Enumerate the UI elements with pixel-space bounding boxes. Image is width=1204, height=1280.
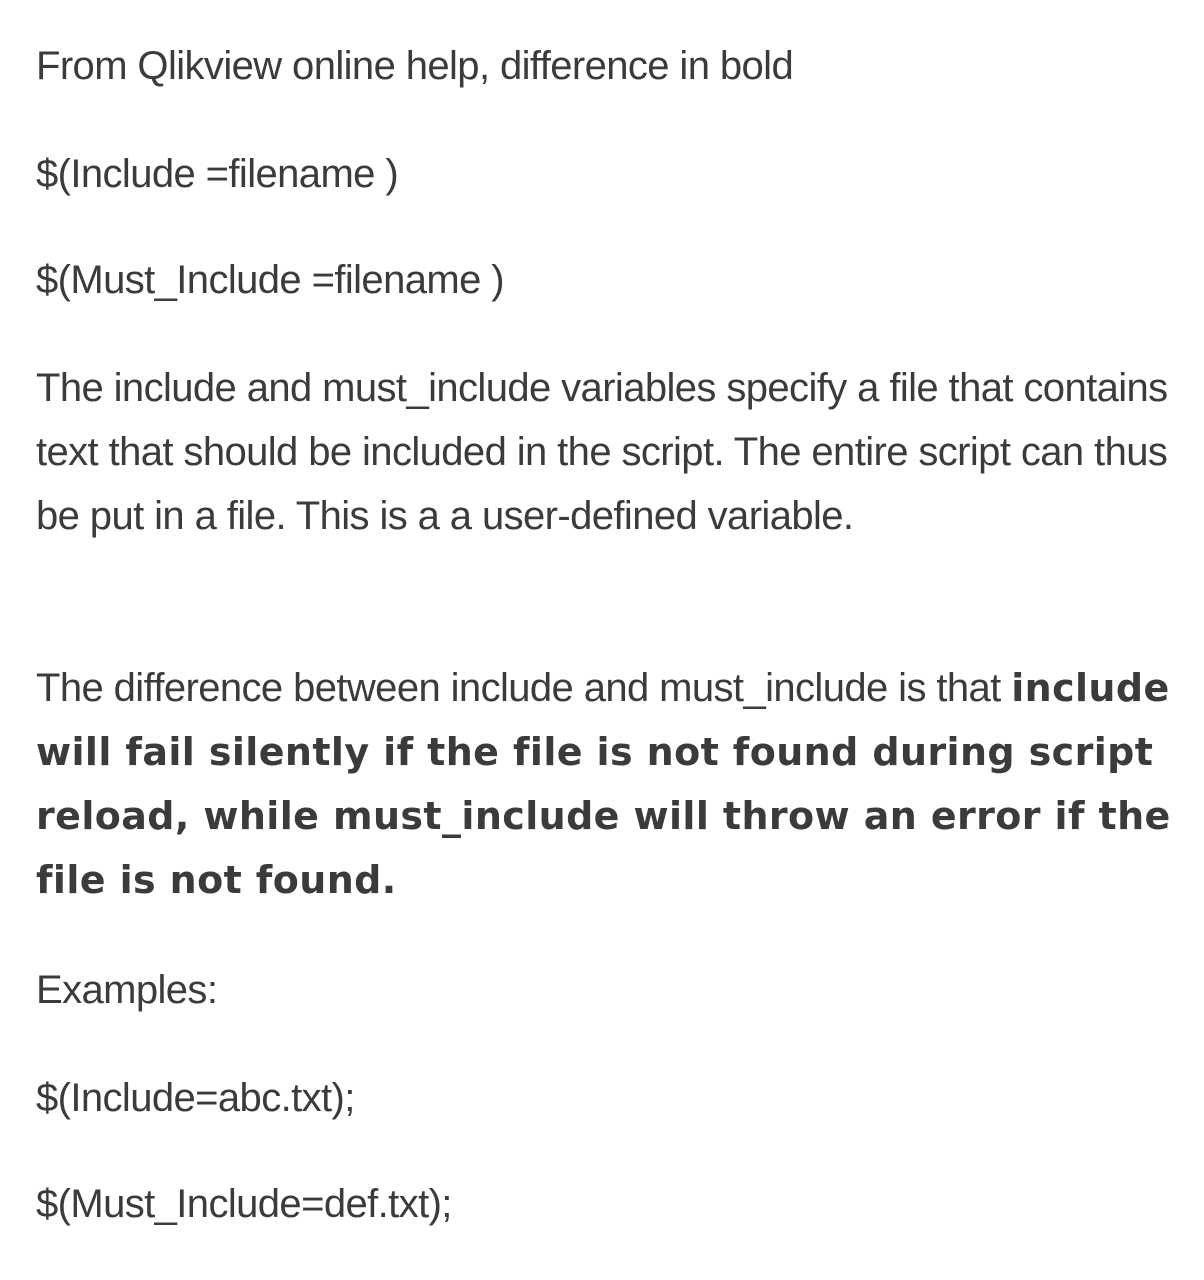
include-syntax: $(Include =filename ) — [36, 152, 399, 196]
intro-text: From Qlikview online help, difference in bold — [36, 44, 794, 88]
include-example: $(Include=abc.txt); — [36, 1076, 355, 1120]
difference-bold-text: include will fail silently if the file is not found during script reload, while must_include will throw an error if the file is not found. — [36, 666, 1171, 902]
must-include-syntax: $(Must_Include =filename ) — [36, 258, 504, 302]
difference-paragraph — [36, 656, 1176, 912]
difference-lead-text: The difference between include and must_include is that — [36, 666, 1001, 710]
description-paragraph: The include and must_include variables specify a file that contains text that should be included in the script. The entire script can thus be put in a file. This is a a user-defined variable. — [36, 366, 1168, 538]
must-include-example: $(Must_Include=def.txt); — [36, 1182, 452, 1226]
examples-heading: Examples: — [36, 968, 218, 1012]
